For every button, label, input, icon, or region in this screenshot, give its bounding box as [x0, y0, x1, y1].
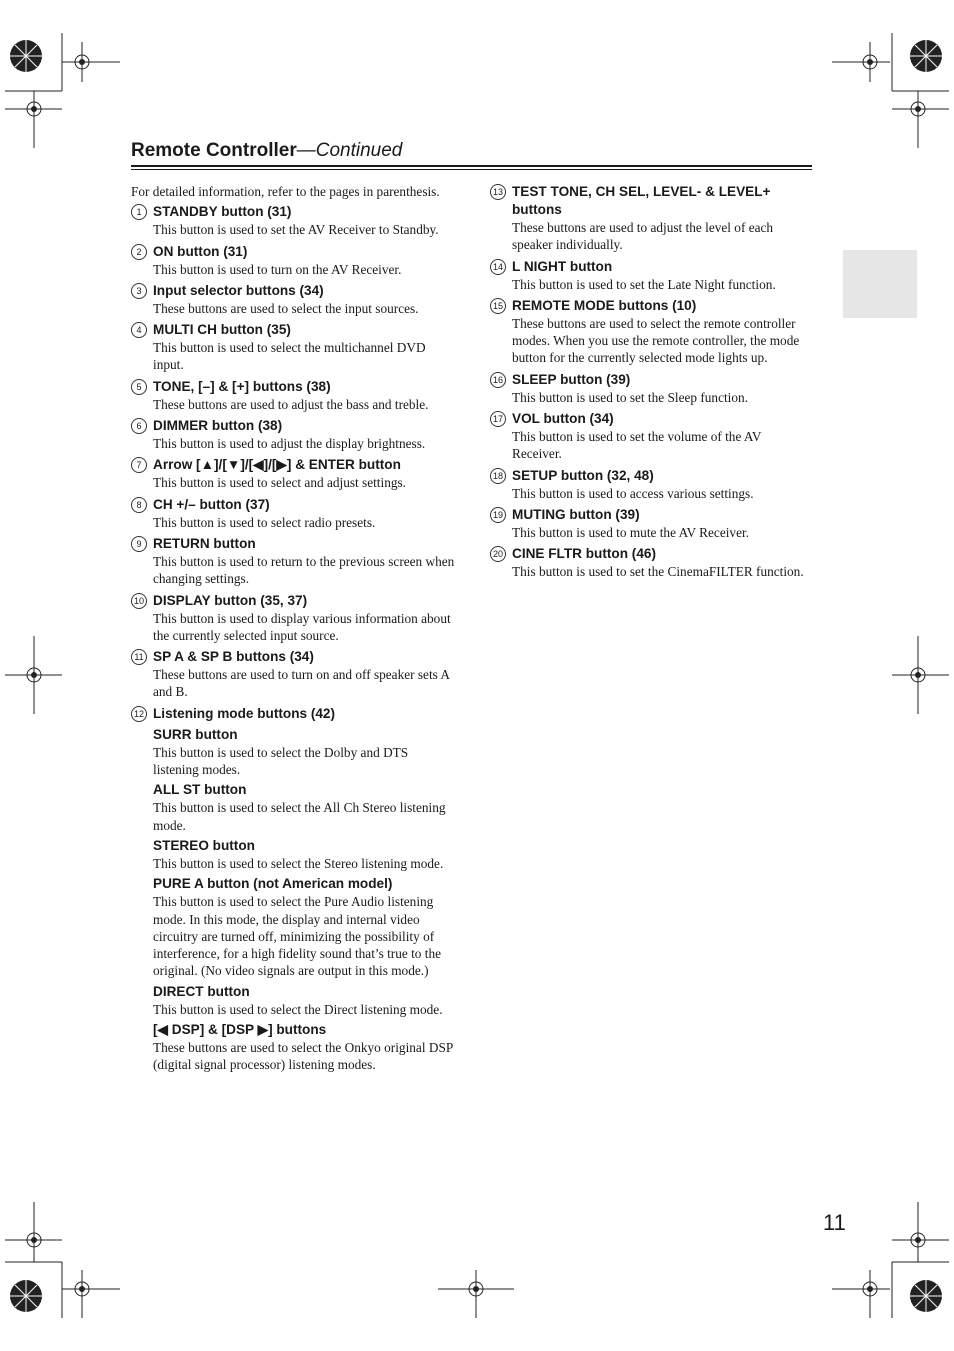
item-title: Input selector buttons (34) — [153, 282, 324, 298]
item-title: CINE FLTR button (46) — [512, 546, 656, 562]
item-number: 19 — [490, 507, 506, 523]
sub-item-title: SURR button — [153, 726, 238, 742]
item-description: This button is used to set the Sleep function. — [512, 389, 748, 405]
item-description: These buttons are used to select the input sources. — [153, 300, 419, 316]
sub-item — [153, 1021, 457, 1074]
item-description: This button is used to select radio presets. — [153, 514, 376, 530]
item-title: MULTI CH button (35) — [153, 322, 291, 338]
list-item — [490, 410, 812, 463]
list-item — [490, 545, 812, 580]
item-title: REMOTE MODE buttons (10) — [512, 297, 697, 313]
list-item — [490, 297, 812, 367]
item-title: MUTING button (39) — [512, 506, 640, 522]
item-number: 1 — [131, 204, 147, 220]
item-description: This button is used to set the AV Receiver to Standby. — [153, 222, 439, 238]
item-number: 10 — [131, 593, 147, 609]
item-title: DISPLAY button (35, 37) — [153, 592, 308, 608]
page-number: 11 — [823, 1210, 846, 1235]
item-title: ON button (31) — [153, 243, 248, 259]
sub-item-description: This button is used to select the All Ch Stereo listening mode. — [153, 800, 446, 833]
sub-item-description: This button is used to select the Stereo listening mode. — [153, 855, 444, 871]
item-title: Listening mode buttons (42) — [153, 705, 336, 721]
item-description: This button is used to set the volume of the AV Receiver. — [512, 429, 762, 462]
item-title: DIMMER button (38) — [153, 418, 283, 434]
item-description: These buttons are used to select the remote controller modes. When you use the remote controller, the mode button for the currently selected mode lights up. — [512, 315, 800, 366]
list-item — [490, 467, 812, 502]
item-title: TONE, [–] & [+] buttons (38) — [153, 378, 331, 394]
list-item — [131, 282, 457, 317]
item-description: This button is used to select the multichannel DVD input. — [153, 340, 426, 373]
item-description: These buttons are used to turn on and off speaker sets A and B. — [153, 667, 450, 700]
item-description: This button is used to access various settings. — [512, 485, 754, 501]
list-item — [131, 592, 457, 645]
right-column — [490, 183, 812, 585]
list-item — [490, 371, 812, 406]
item-number: 9 — [131, 536, 147, 552]
item-number: 16 — [490, 372, 506, 388]
sub-item-title: [◀ DSP] & [DSP ▶] buttons — [153, 1022, 327, 1038]
sub-item — [153, 875, 457, 979]
item-title: Arrow [▲]/[▼]/[◀]/[▶] & ENTER button — [153, 457, 401, 473]
item-number: 18 — [490, 468, 506, 484]
header-title: Remote Controller — [131, 140, 297, 161]
list-item — [131, 535, 457, 588]
item-description: This button is used to adjust the display brightness. — [153, 436, 426, 452]
item-number: 7 — [131, 457, 147, 473]
sub-item-title: DIRECT button — [153, 983, 250, 999]
item-description: This button is used to mute the AV Receiver. — [512, 524, 749, 540]
item-number: 13 — [490, 184, 506, 200]
list-item — [131, 648, 457, 701]
item-number: 15 — [490, 298, 506, 314]
item-title: VOL button (34) — [512, 411, 614, 427]
item-description: This button is used to set the CinemaFILTER function. — [512, 564, 804, 580]
item-description: This button is used to turn on the AV Receiver. — [153, 261, 402, 277]
header-rule-thin — [131, 169, 812, 170]
item-title: SP A & SP B buttons (34) — [153, 649, 314, 665]
sub-item — [153, 781, 457, 834]
sub-item — [153, 983, 457, 1018]
header-continued: —Continued — [296, 140, 403, 161]
item-description: This button is used to set the Late Night function. — [512, 276, 776, 292]
item-description: This button is used to display various information about the currently selected input source. — [153, 610, 451, 643]
sub-item-title: PURE A button (not American model) — [153, 876, 393, 892]
sub-item-description: This button is used to select the Dolby and DTS listening modes. — [153, 744, 409, 778]
item-number: 6 — [131, 418, 147, 434]
listening-mode-item — [131, 705, 457, 1074]
sub-item-description: This button is used to select the Pure Audio listening mode. In this mode, the display and internal video circuitry are turned off, minimizing the possibility of interference, for a high fidelity sound that’s true to the original. (No video signals are output in this mode.) — [153, 894, 442, 979]
item-description: These buttons are used to adjust the level of each speaker individually. — [512, 220, 774, 253]
item-description: This button is used to select and adjust settings. — [153, 475, 406, 491]
item-title: CH +/– button (37) — [153, 496, 270, 512]
list-item — [131, 321, 457, 374]
sub-item-description: These buttons are used to select the Onkyo original DSP (digital signal processor) listening modes. — [153, 1040, 453, 1073]
item-number: 17 — [490, 411, 506, 427]
list-item — [490, 183, 812, 254]
list-item — [131, 243, 457, 278]
item-number: 11 — [131, 649, 147, 665]
list-item — [131, 203, 457, 238]
list-item — [490, 506, 812, 541]
item-description: This button is used to return to the previous screen when changing settings. — [153, 553, 455, 587]
item-title: TEST TONE, CH SEL, LEVEL- & LEVEL+ buttons — [512, 184, 771, 217]
sub-item-description: This button is used to select the Direct listening mode. — [153, 1001, 443, 1017]
list-item — [131, 417, 457, 452]
intro-text: For detailed information, refer to the pages in parenthesis. — [131, 184, 440, 199]
header-rule — [131, 165, 812, 167]
item-title: SETUP button (32, 48) — [512, 467, 654, 483]
item-title: SLEEP button (39) — [512, 371, 631, 387]
item-description: These buttons are used to adjust the bass and treble. — [153, 396, 429, 412]
sub-item-title: STEREO button — [153, 837, 255, 853]
list-item — [131, 378, 457, 413]
item-number: 8 — [131, 497, 147, 513]
side-tab — [843, 250, 917, 318]
list-item — [131, 456, 457, 491]
item-number: 12 — [131, 706, 147, 722]
list-item — [131, 496, 457, 531]
item-number: 4 — [131, 322, 147, 338]
item-number: 14 — [490, 259, 506, 275]
sub-item-title: ALL ST button — [153, 782, 247, 798]
item-number: 2 — [131, 244, 147, 260]
item-number: 3 — [131, 283, 147, 299]
sub-item — [153, 837, 457, 872]
item-title: L NIGHT button — [512, 258, 613, 274]
item-number: 5 — [131, 379, 147, 395]
sub-item — [153, 726, 457, 779]
list-item — [490, 258, 812, 293]
page-header — [131, 140, 812, 162]
left-column — [131, 183, 457, 1078]
item-number: 20 — [490, 546, 506, 562]
item-title: RETURN button — [153, 535, 256, 551]
item-title: STANDBY button (31) — [153, 204, 292, 220]
